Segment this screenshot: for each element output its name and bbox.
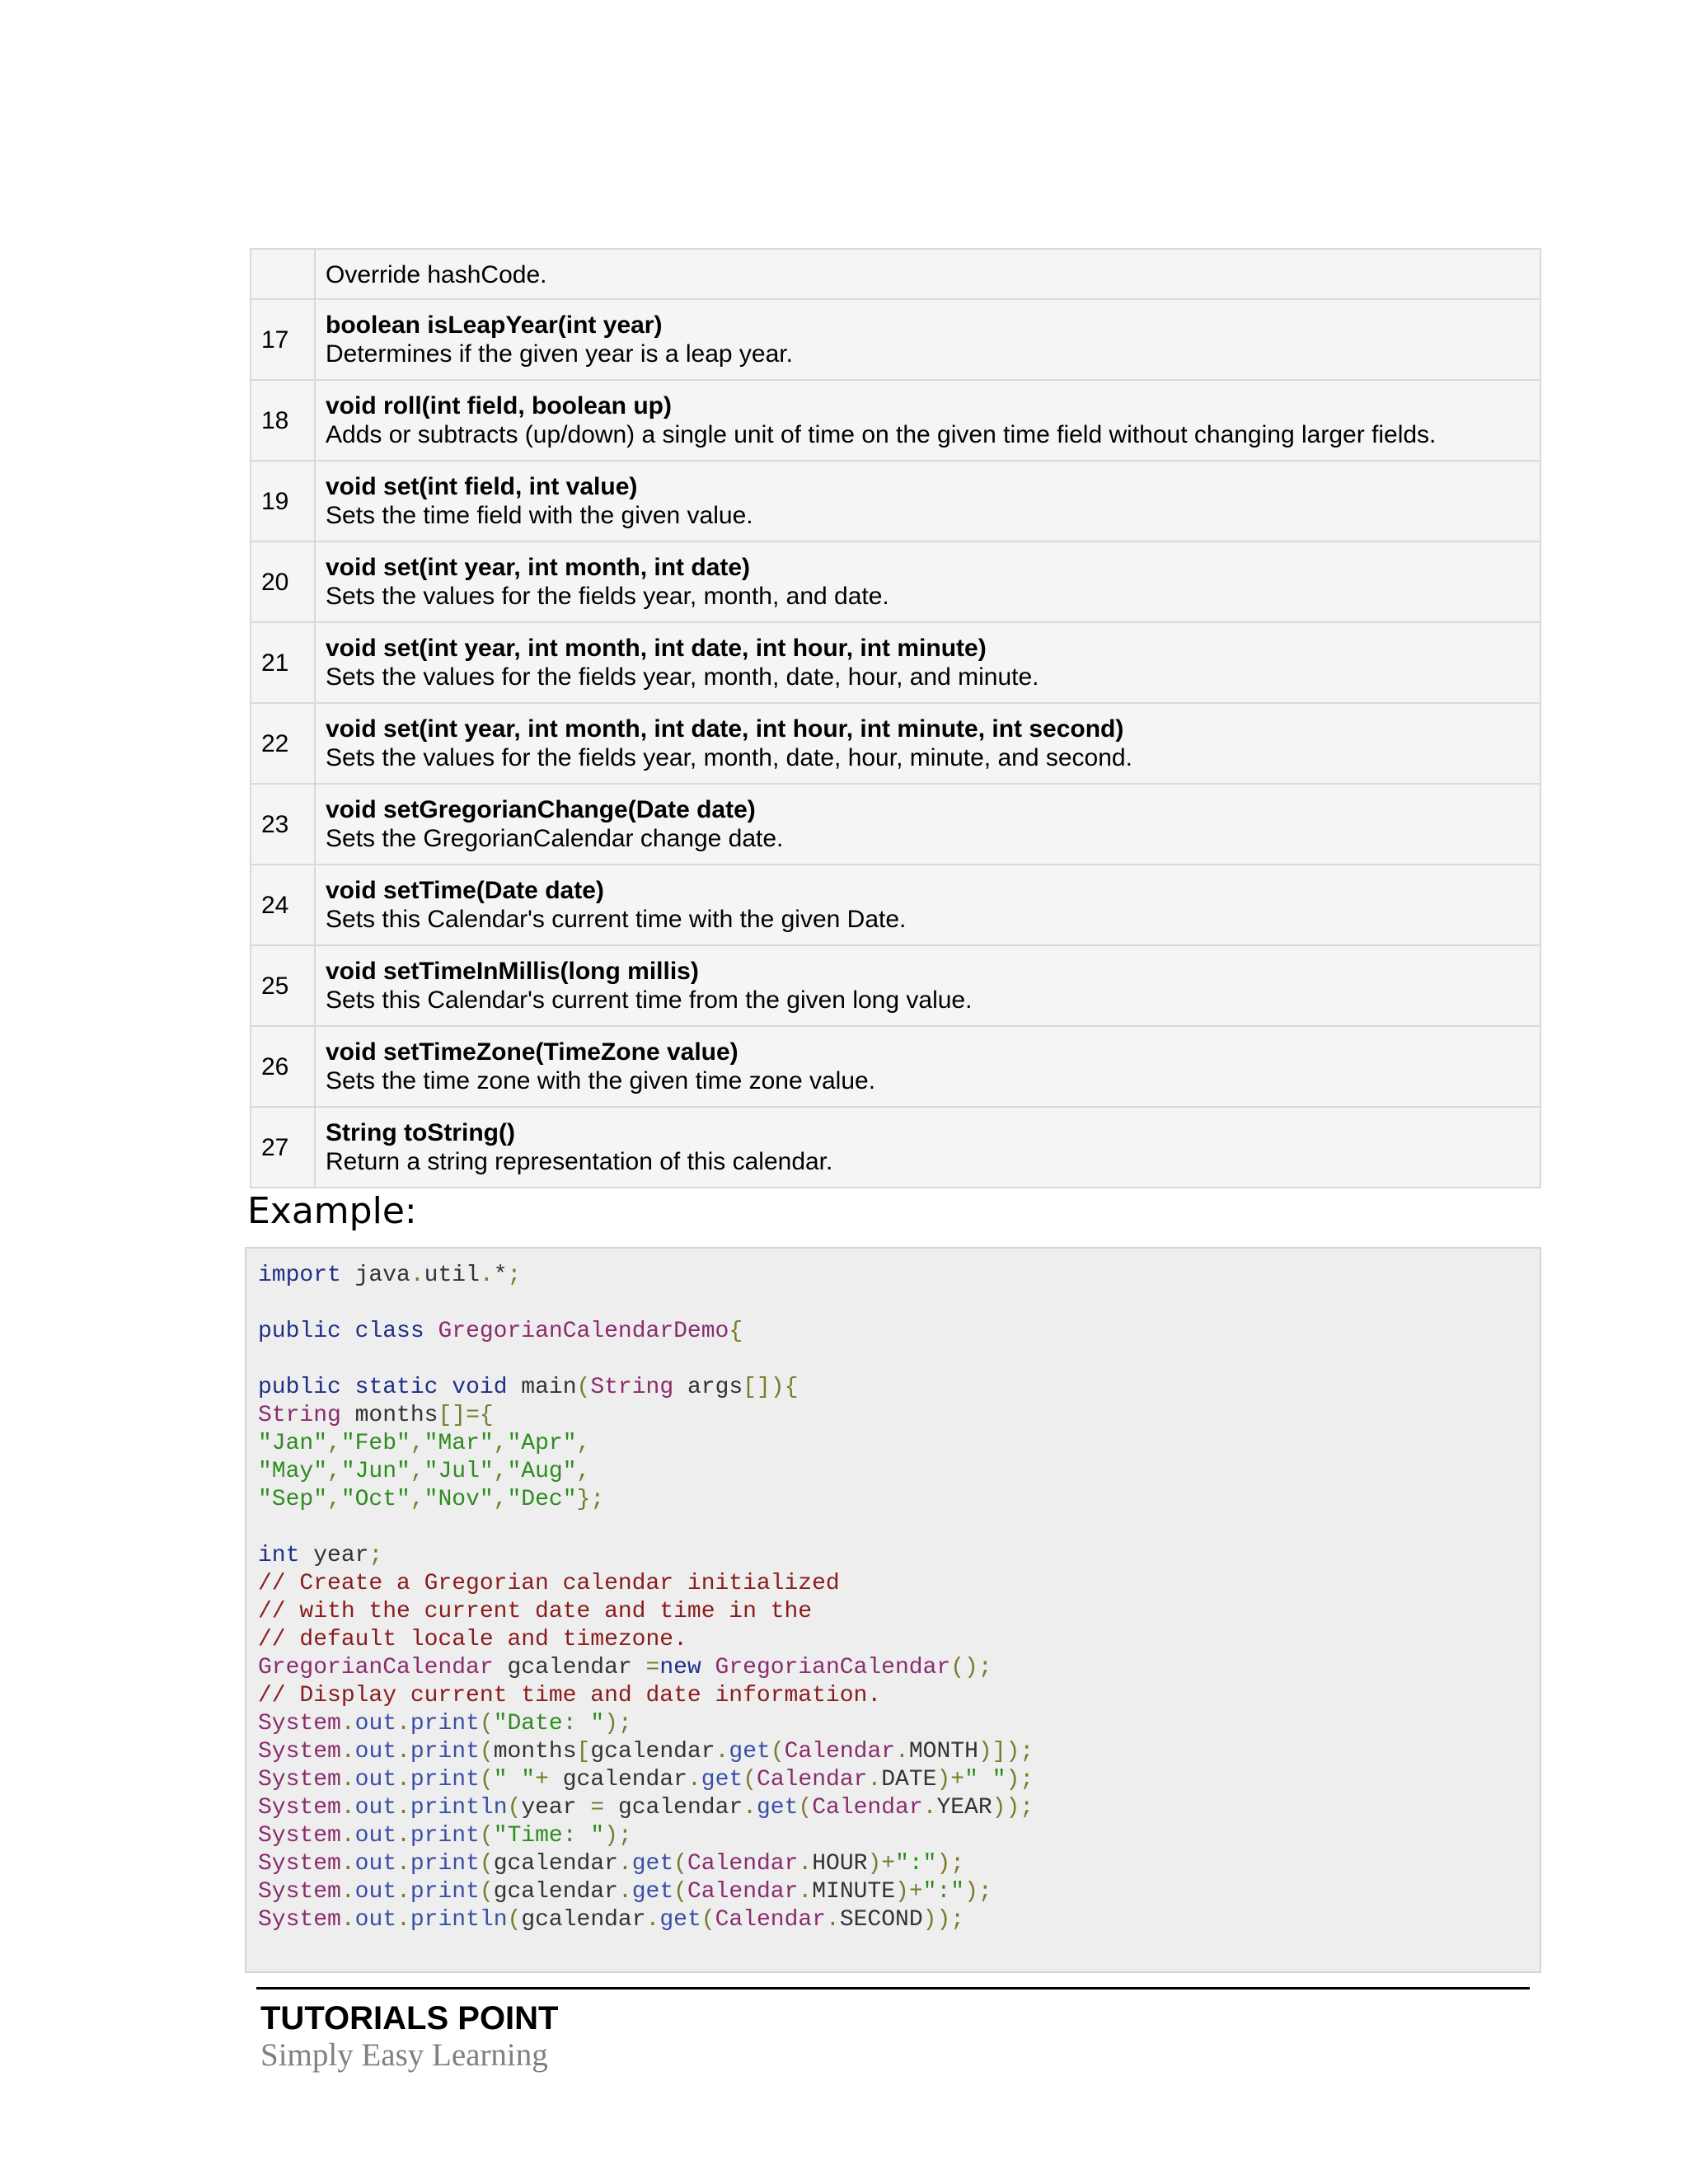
table-row — [251, 703, 1540, 784]
table-row — [251, 299, 1540, 380]
code-line: System.out.println(gcalendar.get(Calendar.SECOND)); — [258, 1907, 965, 1933]
method-description: Adds or subtracts (up/down) a single unit of time on the given time field without changing larger fields. — [326, 420, 1437, 448]
method-signature: void set(int year, int month, int date) — [326, 553, 751, 581]
method-cell — [315, 541, 1540, 622]
code-block — [258, 1262, 1528, 1934]
method-cell — [315, 461, 1540, 541]
method-number: 22 — [251, 703, 315, 784]
method-cell — [315, 299, 1540, 380]
code-line: System.out.print(months[gcalendar.get(Calendar.MONTH)]); — [258, 1739, 1034, 1765]
method-signature: void setGregorianChange(Date date) — [326, 795, 756, 823]
method-description: Override hashCode. — [326, 261, 547, 288]
code-line: System.out.print("Date: "); — [258, 1711, 632, 1736]
method-signature: void setTimeInMillis(long millis) — [326, 957, 699, 985]
method-description: Sets the GregorianCalendar change date. — [326, 824, 784, 852]
code-line: System.out.println(year = gcalendar.get(Calendar.YEAR)); — [258, 1795, 1034, 1821]
table-row — [251, 380, 1540, 461]
code-line: import java.util.*; — [258, 1263, 522, 1288]
code-line: System.out.print("Time: "); — [258, 1823, 632, 1849]
example-heading: Example: — [247, 1190, 417, 1232]
code-line: System.out.print(gcalendar.get(Calendar.HOUR)+":"); — [258, 1851, 965, 1877]
table-row — [251, 461, 1540, 541]
method-number: 24 — [251, 865, 315, 945]
method-number: 27 — [251, 1107, 315, 1188]
table-row — [251, 249, 1540, 299]
code-line: System.out.print(gcalendar.get(Calendar.MINUTE)+":"); — [258, 1879, 992, 1905]
code-line: int year; — [258, 1543, 383, 1568]
code-line: public class GregorianCalendarDemo{ — [258, 1319, 743, 1344]
method-cell — [315, 703, 1540, 784]
method-cell — [315, 249, 1540, 299]
method-number — [251, 249, 315, 299]
method-description: Sets this Calendar's current time with the given Date. — [326, 905, 907, 933]
code-line: // Display current time and date information. — [258, 1683, 882, 1708]
method-description: Sets the values for the fields year, month, date, hour, and minute. — [326, 663, 1039, 691]
method-description: Determines if the given year is a leap year. — [326, 340, 793, 368]
method-signature: void set(int field, int value) — [326, 472, 638, 500]
method-description: Sets the time zone with the given time zone value. — [326, 1066, 876, 1094]
methods-table-body — [251, 249, 1540, 1188]
methods-table — [250, 248, 1541, 1188]
method-signature: void setTime(Date date) — [326, 876, 604, 904]
method-number: 19 — [251, 461, 315, 541]
method-signature: void roll(int field, boolean up) — [326, 391, 672, 419]
table-row — [251, 541, 1540, 622]
footer-title: TUTORIALS POINT — [260, 2000, 559, 2036]
code-line: // with the current date and time in the — [258, 1599, 813, 1624]
method-number: 26 — [251, 1026, 315, 1107]
code-box — [245, 1247, 1541, 1973]
method-number: 17 — [251, 299, 315, 380]
code-line: System.out.print(" "+ gcalendar.get(Calendar.DATE)+" "); — [258, 1767, 1034, 1793]
method-number: 18 — [251, 380, 315, 461]
method-cell — [315, 622, 1540, 703]
method-cell — [315, 380, 1540, 461]
method-signature: boolean isLeapYear(int year) — [326, 311, 663, 339]
method-cell — [315, 865, 1540, 945]
method-cell — [315, 1107, 1540, 1188]
method-signature: void setTimeZone(TimeZone value) — [326, 1038, 738, 1066]
table-row — [251, 945, 1540, 1026]
code-line: "May","Jun","Jul","Aug", — [258, 1459, 591, 1484]
method-cell — [315, 784, 1540, 865]
method-number: 21 — [251, 622, 315, 703]
method-number: 20 — [251, 541, 315, 622]
method-signature: void set(int year, int month, int date, int hour, int minute, int second) — [326, 715, 1124, 743]
footer-divider — [256, 1987, 1530, 1990]
code-line: "Jan","Feb","Mar","Apr", — [258, 1431, 591, 1456]
table-row — [251, 1026, 1540, 1107]
method-description: Sets this Calendar's current time from the given long value. — [326, 986, 973, 1014]
code-line: GregorianCalendar gcalendar =new GregorianCalendar(); — [258, 1655, 992, 1680]
table-row — [251, 784, 1540, 865]
table-row — [251, 865, 1540, 945]
method-cell — [315, 945, 1540, 1026]
code-line: public static void main(String args[]){ — [258, 1375, 799, 1400]
method-description: Sets the time field with the given value. — [326, 501, 753, 529]
footer-subtitle: Simply Easy Learning — [260, 2037, 548, 2073]
table-row — [251, 1107, 1540, 1188]
method-number: 25 — [251, 945, 315, 1026]
code-line: "Sep","Oct","Nov","Dec"}; — [258, 1487, 605, 1512]
method-number: 23 — [251, 784, 315, 865]
code-line: String months[]={ — [258, 1403, 494, 1428]
code-line: // Create a Gregorian calendar initialized — [258, 1571, 840, 1596]
code-line: // default locale and timezone. — [258, 1627, 687, 1652]
method-signature: String toString() — [326, 1118, 515, 1146]
method-cell — [315, 1026, 1540, 1107]
table-row — [251, 622, 1540, 703]
method-description: Sets the values for the fields year, month, date, hour, minute, and second. — [326, 743, 1132, 771]
method-description: Sets the values for the fields year, month, and date. — [326, 582, 889, 610]
method-description: Return a string representation of this calendar. — [326, 1147, 833, 1175]
method-signature: void set(int year, int month, int date, int hour, int minute) — [326, 634, 987, 662]
